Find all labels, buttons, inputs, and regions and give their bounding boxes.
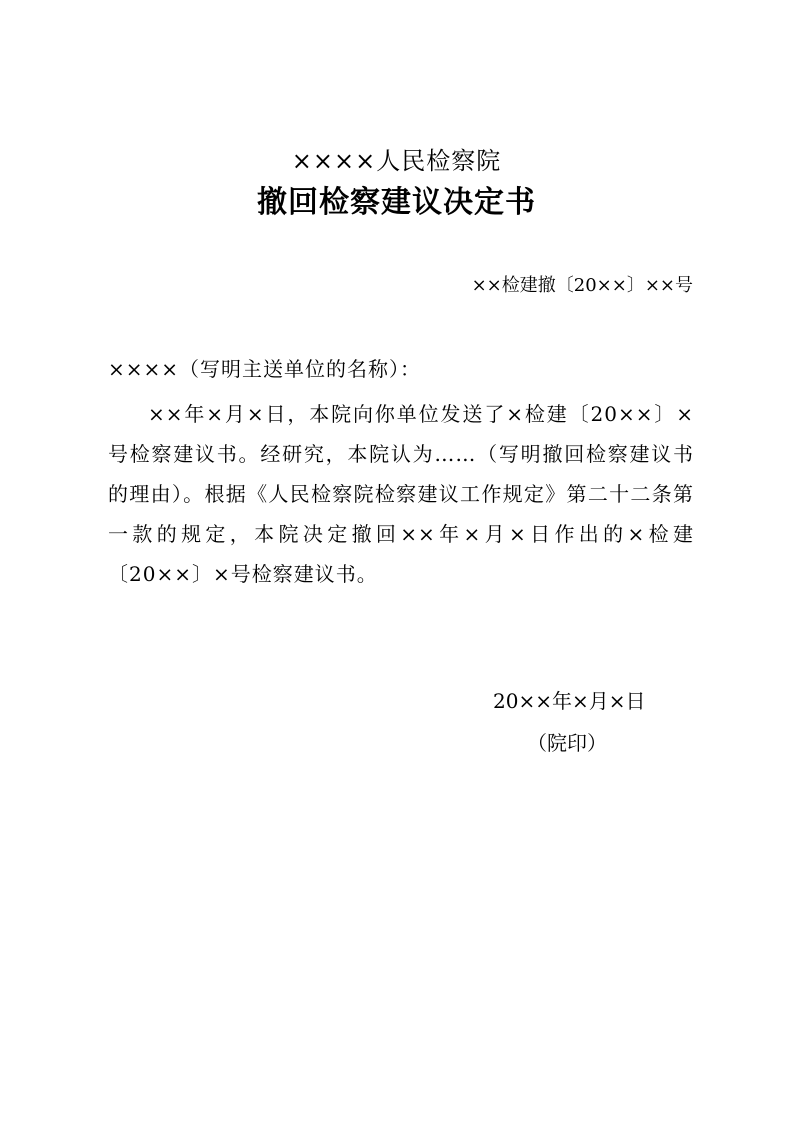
document-title: 撤回检察建议决定书 xyxy=(257,185,536,220)
issue-date: 20××年×月×日 xyxy=(493,689,646,713)
document-number: ××检建撤〔20××〕××号 xyxy=(471,275,693,296)
recipient-line: ××××（写明主送单位的名称）： xyxy=(108,357,422,381)
seal-placeholder: （院印） xyxy=(527,731,607,755)
body-paragraph: ××年×月×日，本院向你单位发送了×检建〔20××〕×号检察建议书。经研究，本院认为……（写明撤回检察建议书的理由）。根据《人民检察院检察建议工作规定》第二十二条第一款的规定，本院决定撤回××年×月×日作出的×检建〔20××〕×号检察建议书。 xyxy=(108,402,694,586)
issuing-authority: ××××人民检察院 xyxy=(291,147,502,175)
